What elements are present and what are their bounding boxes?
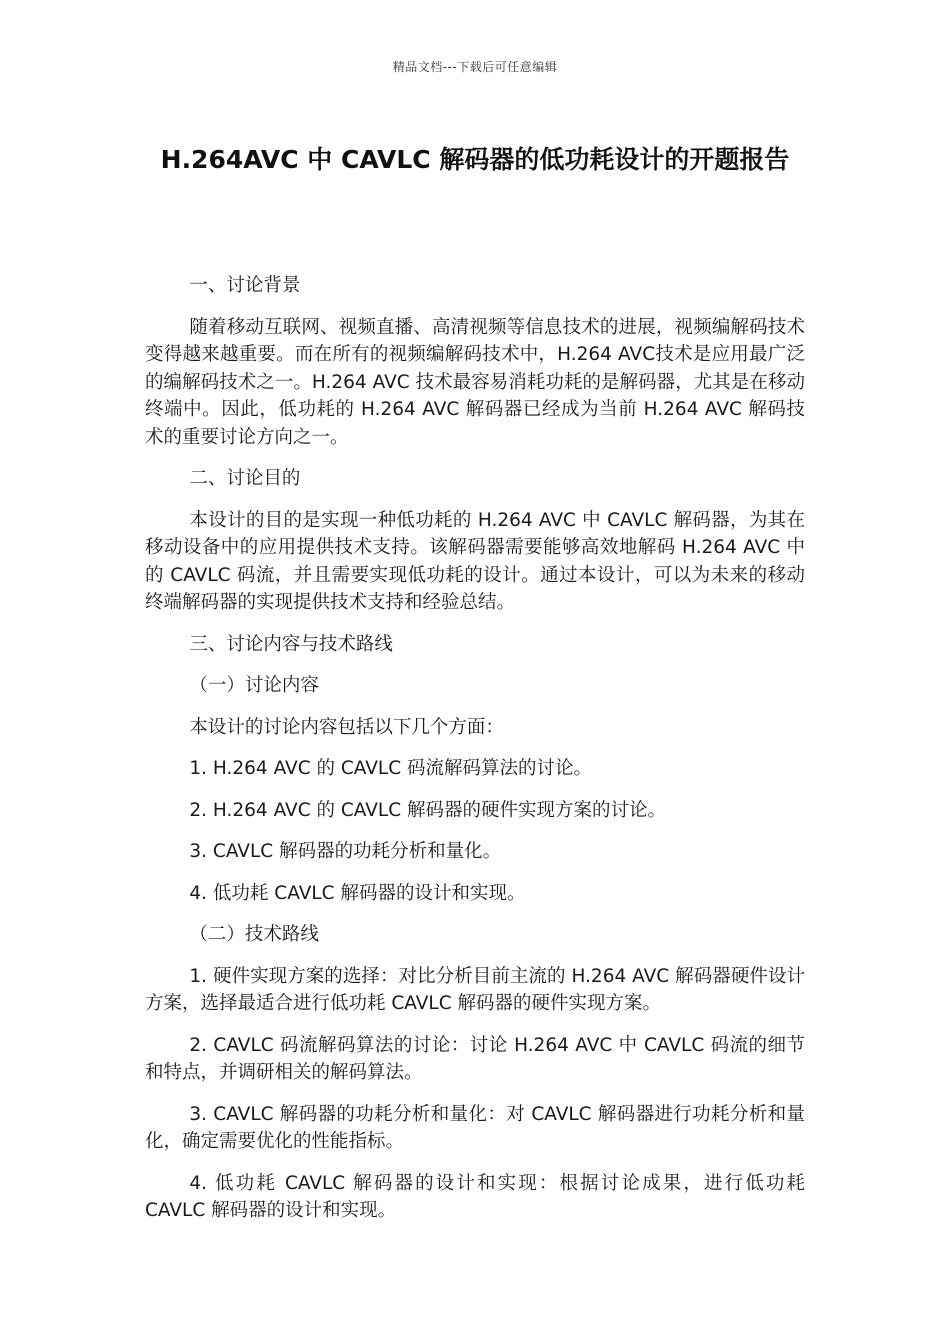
paragraph-purpose: 本设计的目的是实现一种低功耗的 H.264 AVC 中 CAVLC 解码器，为其在移动设备中的应用提供技术支持。该解码器需要能够高效地解码 H.264 AVC 中的 CAVLC 码流，并且需要实现低功耗的设计。通过本设计，可以为未来的移动终端解码器的实现提供技术支持和经验总结。 bbox=[145, 509, 805, 613]
document-title: H.264AVC 中 CAVLC 解码器的低功耗设计的开题报告 bbox=[160, 145, 790, 174]
route-paragraph: 1. 硬件实现方案的选择：对比分析目前主流的 H.264 AVC 解码器硬件设计方案，选择最适合进行低功耗 CAVLC 解码器的硬件实现方案。 bbox=[145, 965, 805, 1014]
content-list-item: 1. H.264 AVC 的 CAVLC 码流解码算法的讨论。 bbox=[189, 758, 593, 779]
content-list-item: 2. H.264 AVC 的 CAVLC 解码器的硬件实现方案的讨论。 bbox=[189, 799, 667, 821]
header-note: 精品文档---下载后可任意编辑 bbox=[392, 60, 558, 74]
document-body bbox=[145, 272, 805, 1239]
subheading-technical-route: （二）技术路线 bbox=[189, 924, 319, 945]
paragraph-background: 随着移动互联网、视频直播、高清视频等信息技术的进展，视频编解码技术变得越来越重要。而在所有的视频编解码技术中，H.264 AVC技术是应用最广泛的编解码技术之一。H.264 AVC 技术最容易消耗功耗的是解码器，尤其是在移动终端中。因此，低功耗的 H.264 AVC 解码器已经成为当前 H.264 AVC 解码技术的重要讨论方向之一。 bbox=[145, 316, 805, 448]
section-heading-background: 一、讨论背景 bbox=[189, 275, 301, 296]
content-list-item: 4. 低功耗 CAVLC 解码器的设计和实现。 bbox=[189, 882, 526, 904]
content-list-item: 3. CAVLC 解码器的功耗分析和量化。 bbox=[189, 841, 502, 862]
subheading-content: （一）讨论内容 bbox=[189, 675, 319, 696]
route-paragraph: 4. 低功耗 CAVLC 解码器的设计和实现：根据讨论成果，进行低功耗 CAVLC 解码器的设计和实现。 bbox=[145, 1172, 805, 1221]
route-paragraph: 3. CAVLC 解码器的功耗分析和量化：对 CAVLC 解码器进行功耗分析和量化，确定需要优化的性能指标。 bbox=[145, 1103, 805, 1152]
section-heading-purpose: 二、讨论目的 bbox=[189, 468, 301, 489]
route-paragraph: 2. CAVLC 码流解码算法的讨论：讨论 H.264 AVC 中 CAVLC 码流的细节和特点，并调研相关的解码算法。 bbox=[145, 1034, 805, 1083]
paragraph-content-intro: 本设计的讨论内容包括以下几个方面： bbox=[189, 716, 504, 738]
section-heading-content-route: 三、讨论内容与技术路线 bbox=[189, 633, 393, 655]
